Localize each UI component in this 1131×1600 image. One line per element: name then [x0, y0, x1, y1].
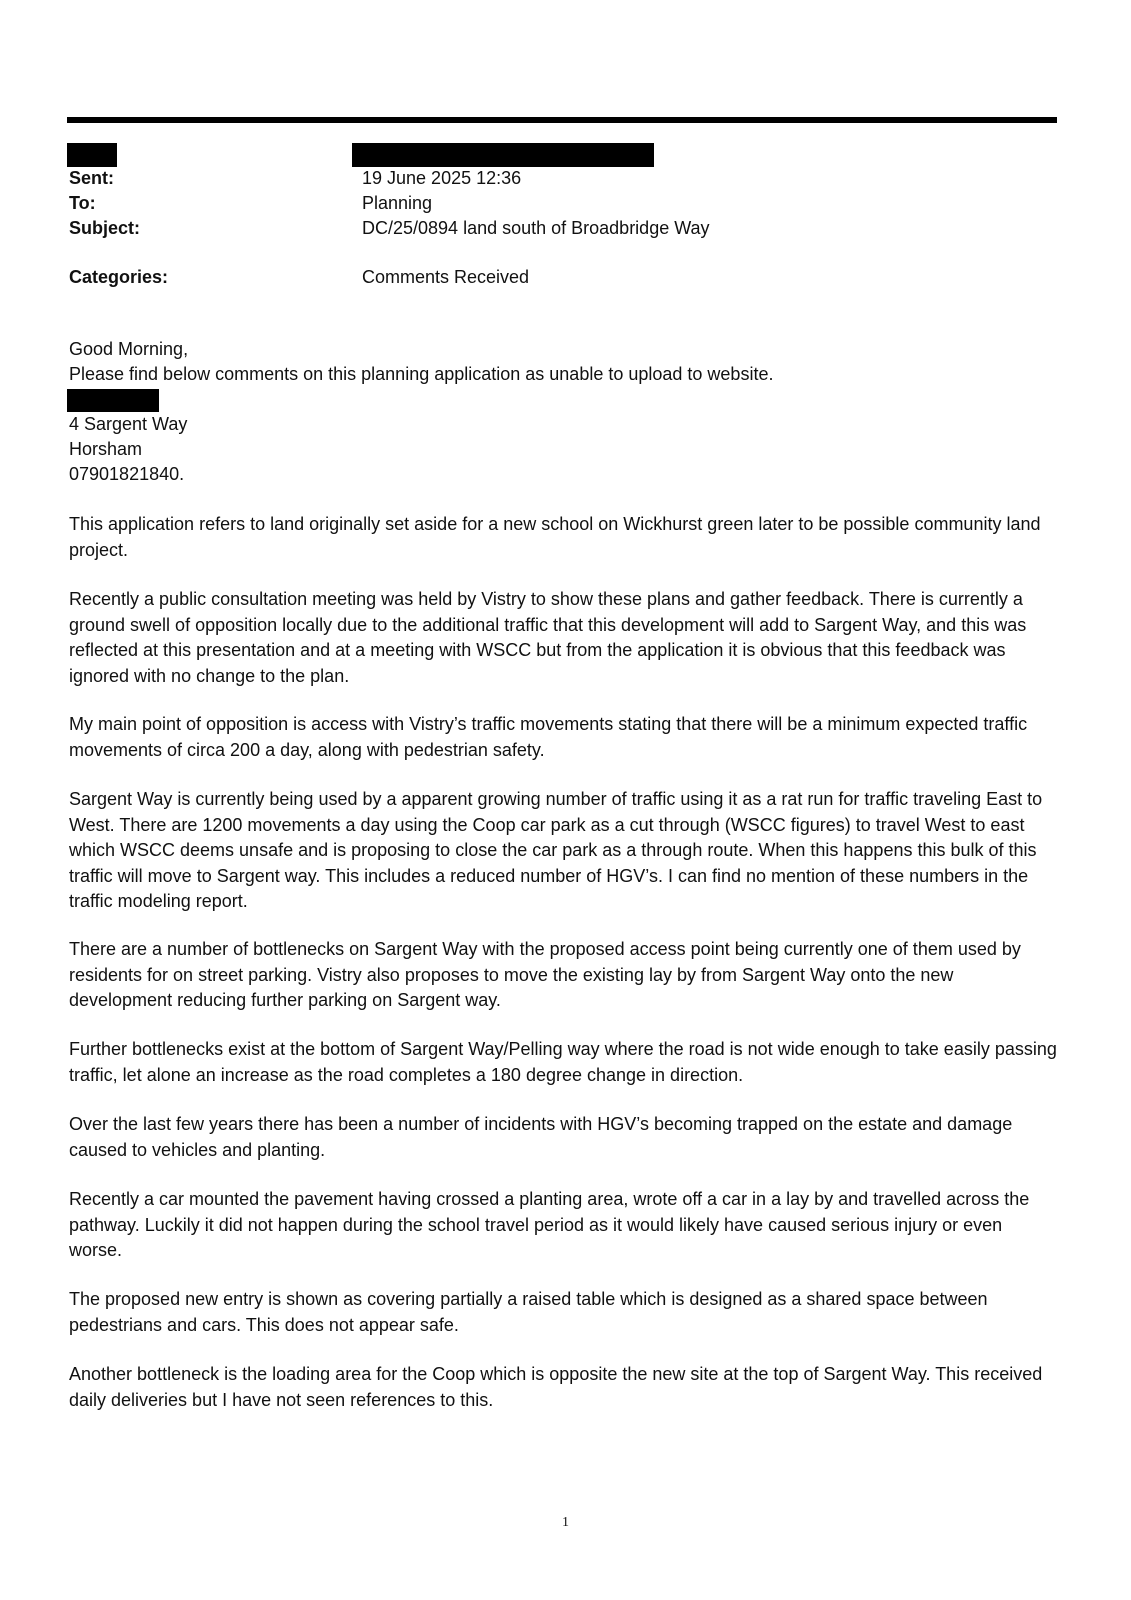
paragraph-1: This application refers to land originally set aside for a new school on Wickhurst green later to be possible community land project.	[69, 514, 1041, 560]
redacted-from-label	[67, 143, 117, 167]
address-line-1: 4 Sargent Way	[69, 414, 188, 434]
phone-number: 07901821840.	[69, 464, 185, 484]
paragraph-10: Another bottleneck is the loading area for the Coop which is opposite the new site at the top of Sargent Way. This received daily deliveries but I have not seen references to this.	[69, 1364, 1043, 1410]
to-value: Planning	[362, 193, 433, 213]
paragraph-6: Further bottlenecks exist at the bottom of Sargent Way/Pelling way where the road is not wide enough to take easily passing traffic, let alone an increase as the road completes a 180 degree change in direction.	[69, 1039, 1057, 1085]
subject-value: DC/25/0894 land south of Broadbridge Way	[362, 218, 710, 238]
paragraph-4: Sargent Way is currently being used by a apparent growing number of traffic using it as a rat run for traffic traveling East to West. There are 1200 movements a day using the Coop car park as a cut through (WSCC figures) to travel West to east which WSCC deems unsafe and is proposing to close the car park as a through route. When this happens this bulk of this traffic will move to Sargent way. This includes a reduced number of HGV’s. I can find no mention of these numbers in the traffic modeling report.	[69, 789, 1043, 911]
subject-label: Subject:	[69, 218, 141, 238]
header-rule	[67, 117, 1057, 123]
paragraph-8: Recently a car mounted the pavement having crossed a planting area, wrote off a car in a lay by and travelled across the pathway. Luckily it did not happen during the school travel period as it would likely have caused serious injury or even worse.	[69, 1189, 1030, 1260]
redacted-from-value	[352, 143, 654, 167]
sent-value: 19 June 2025 12:36	[362, 168, 522, 188]
paragraph-3: My main point of opposition is access with Vistry’s traffic movements stating that there will be a minimum expected traffic movements of circa 200 a day, along with pedestrian safety.	[69, 714, 1028, 760]
paragraph-5: There are a number of bottlenecks on Sargent Way with the proposed access point being currently one of them used by residents for on street parking. Vistry also proposes to move the existing lay by from Sargent Way onto the new development reducing further parking on Sargent way.	[69, 939, 1021, 1010]
sent-label: Sent:	[69, 168, 114, 188]
page-number: 1	[562, 1515, 569, 1530]
redacted-name	[67, 389, 159, 412]
greeting: Good Morning,	[69, 339, 189, 359]
categories-label: Categories:	[69, 267, 169, 287]
to-label: To:	[69, 193, 96, 213]
intro-line: Please find below comments on this planning application as unable to upload to website.	[69, 364, 774, 384]
paragraph-2: Recently a public consultation meeting was held by Vistry to show these plans and gather feedback. There is currently a ground swell of opposition locally due to the additional traffic that this development will add to Sargent Way, and this was reflected at this presentation and at a meeting with WSCC but from the application it is obvious that this feedback was ignored with no change to the plan.	[69, 589, 1027, 686]
categories-value: Comments Received	[362, 267, 530, 287]
paragraph-9: The proposed new entry is shown as covering partially a raised table which is designed as a shared space between pedestrians and cars. This does not appear safe.	[69, 1289, 988, 1335]
paragraph-7: Over the last few years there has been a number of incidents with HGV’s becoming trapped on the estate and damage caused to vehicles and planting.	[69, 1114, 1013, 1160]
address-line-2: Horsham	[69, 439, 143, 459]
